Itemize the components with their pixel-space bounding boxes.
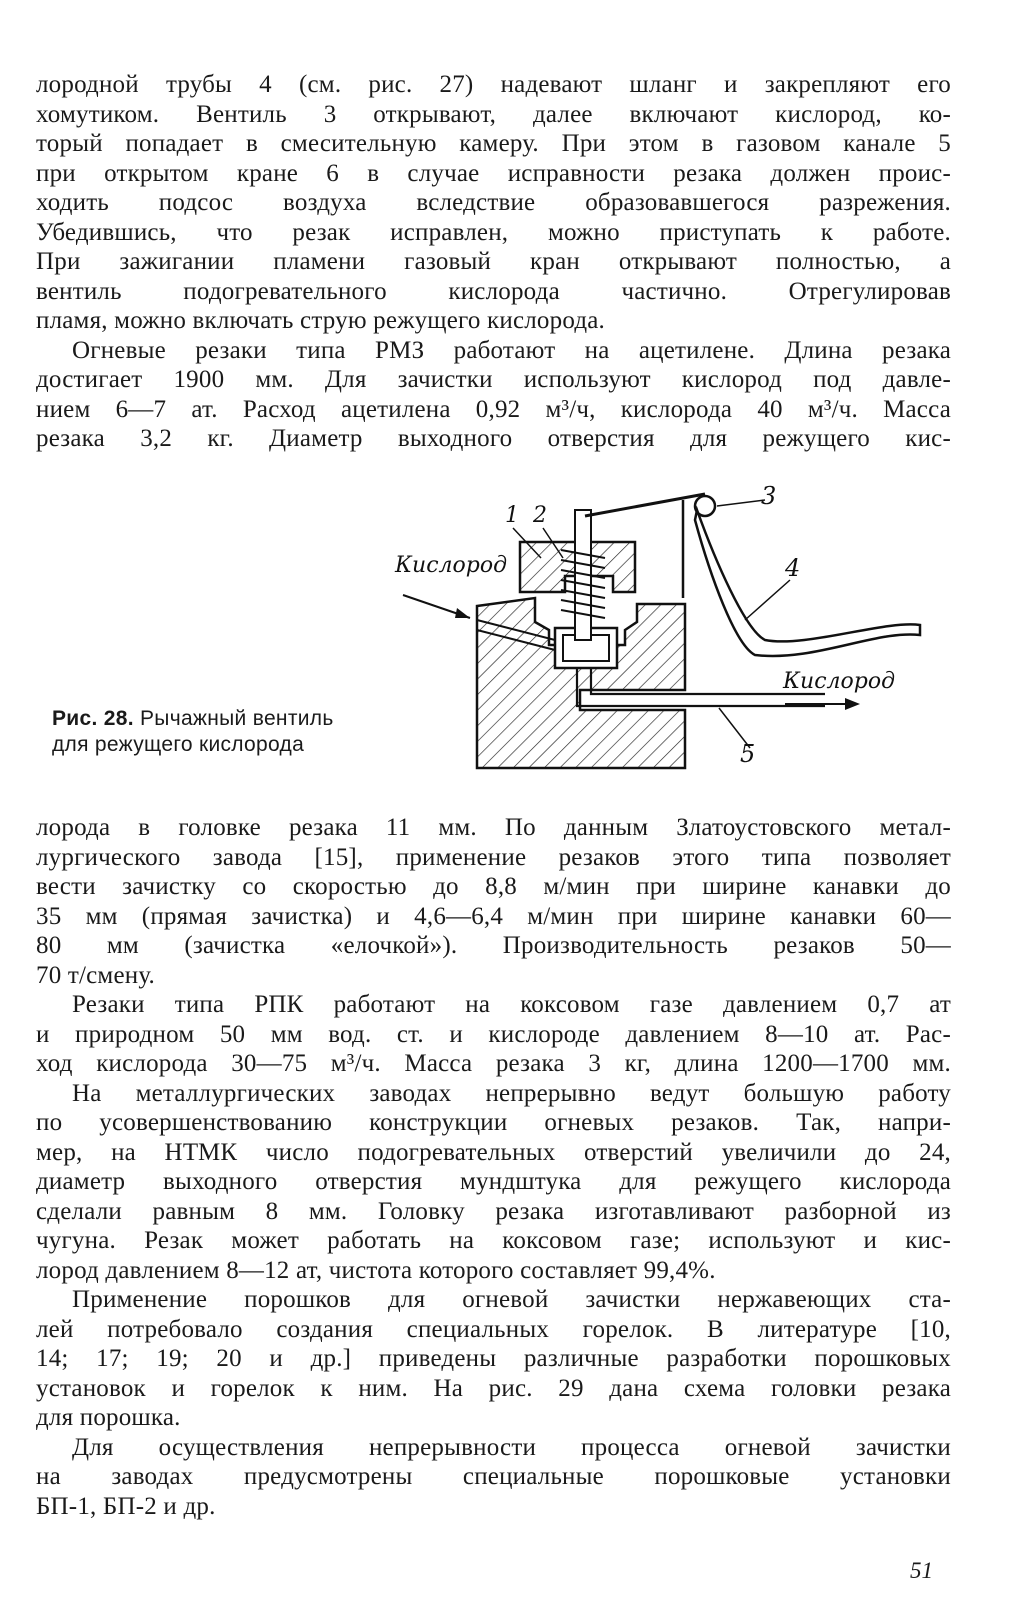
text-line: хомутиком. Вентиль 3 открывают, далее включают кислород, ко- — [36, 100, 951, 128]
text-line: на заводах предусмотрены специальные порошковые установки — [36, 1463, 951, 1490]
text-line: чугуна. Резак может работать на коксовом газе; используют и кис- — [36, 1227, 951, 1254]
lever-handle — [695, 510, 920, 656]
text-line: резака 3,2 кг. Диаметр выходного отверстия для режущего кис- — [36, 425, 951, 452]
lever-valve-figure — [365, 480, 925, 780]
text-line: лородной трубы 4 (см. рис. 27) надевают шланг и закрепляют его — [36, 71, 951, 98]
lever-arm — [585, 494, 705, 516]
text-line: 80 мм (зачистка «елочкой»). Производительность резаков 50— — [36, 932, 951, 959]
text-line: лургического завода [15], применение резаков этого типа позволяет — [36, 843, 951, 871]
text-line: 70 т/смену. — [36, 961, 155, 989]
text-line: 35 мм (прямая зачистка) и 4,6—6,4 м/мин при ширине канавки 60— — [36, 902, 951, 930]
label-oxygen-out: Кислород — [783, 669, 896, 694]
text-line: Резаки типа РПК работают на коксовом газе давлением 0,7 ат — [72, 991, 951, 1018]
text-line: БП-1, БП-2 и др. — [36, 1492, 216, 1520]
text-line: 14; 17; 19; 20 и др.] приведены различные разработки порошковых — [36, 1345, 951, 1372]
text-line: пламя, можно включать струю режущего кислорода. — [36, 307, 605, 334]
text-line: лород давлением 8—12 ат, чистота которого составляет 99,4%. — [36, 1256, 716, 1284]
text-line: На металлургических заводах непрерывно ведут большую работу — [72, 1079, 951, 1107]
text-line: нием 6—7 ат. Расход ацетилена 0,92 м³/ч, кислорода 40 м³/ч. Масса — [36, 395, 951, 423]
label-num-5: 5 — [740, 740, 756, 768]
label-num-2: 2 — [533, 503, 547, 528]
text-line: сделали равным 8 мм. Головку резака изготавливают разборной из — [36, 1197, 951, 1225]
text-line: ходить подсос воздуха вследствие образовавшегося разрежения. — [36, 189, 951, 216]
text-line: При зажигании пламени газовый кран открывают полностью, а — [36, 248, 951, 275]
caption-text: Рычажный вентиль — [140, 707, 334, 730]
text-line: торый попадает в смесительную камеру. При этом в газовом канале 5 — [36, 130, 951, 157]
caption-label: Рис. 28. — [52, 707, 134, 730]
text-line: при открытом кране 6 в случае исправности резака должен проис- — [36, 159, 951, 187]
text-line: и природном 50 мм вод. ст. и кислороде давлением 8—10 ат. Рас- — [36, 1020, 951, 1048]
page-number: 51 — [910, 1558, 933, 1583]
text-line: диаметр выходного отверстия мундштука для режущего кислорода — [36, 1168, 951, 1195]
text-line: Для осуществления непрерывности процесса огневой зачистки — [72, 1433, 951, 1461]
text-line: ход кислорода 30—75 м³/ч. Масса резака 3 кг, длина 1200—1700 мм. — [36, 1050, 951, 1077]
text-line: Убедившись, что резак исправлен, можно приступать к работе. — [36, 218, 951, 246]
text-line: мер, на НТМК число подогревательных отверстий увеличили до 24, — [36, 1138, 951, 1166]
text-line: достигает 1900 мм. Для зачистки используют кислород под давле- — [36, 366, 951, 393]
inlet-arrowhead — [455, 608, 470, 618]
figure-caption — [52, 706, 392, 758]
text-line: Огневые резаки типа РМЗ работают на ацетилене. Длина резака — [72, 336, 951, 364]
text-line: вести зачистку со скоростью до 8,8 м/мин при ширине канавки до — [36, 873, 951, 900]
label-num-4: 4 — [785, 554, 801, 582]
text-line: для порошка. — [36, 1404, 181, 1431]
text-block-top — [36, 70, 951, 454]
label-num-3: 3 — [761, 482, 777, 510]
lever-valve-drawing — [365, 480, 925, 780]
text-line: лорода в головке резака 11 мм. По данным Златоустовского метал- — [36, 814, 951, 841]
label-oxygen-in: Кислород — [395, 553, 508, 578]
text-line: Применение порошков для огневой зачистки нержавеющих ста- — [72, 1286, 951, 1313]
caption-text: для режущего кислорода — [52, 733, 305, 756]
text-line: вентиль подогревательного кислорода частично. Отрегулировав — [36, 277, 951, 305]
text-line: лей потребовало создания специальных горелок. В литературе [10, — [36, 1315, 951, 1343]
text-block-bottom — [36, 813, 951, 1521]
text-line: установок и горелок к ним. На рис. 29 дана схема головки резака — [36, 1374, 951, 1402]
label-num-1: 1 — [505, 503, 519, 528]
outlet-arrowhead — [845, 698, 860, 710]
text-line: по усовершенствованию конструкции огневых резаков. Так, напри- — [36, 1109, 951, 1136]
